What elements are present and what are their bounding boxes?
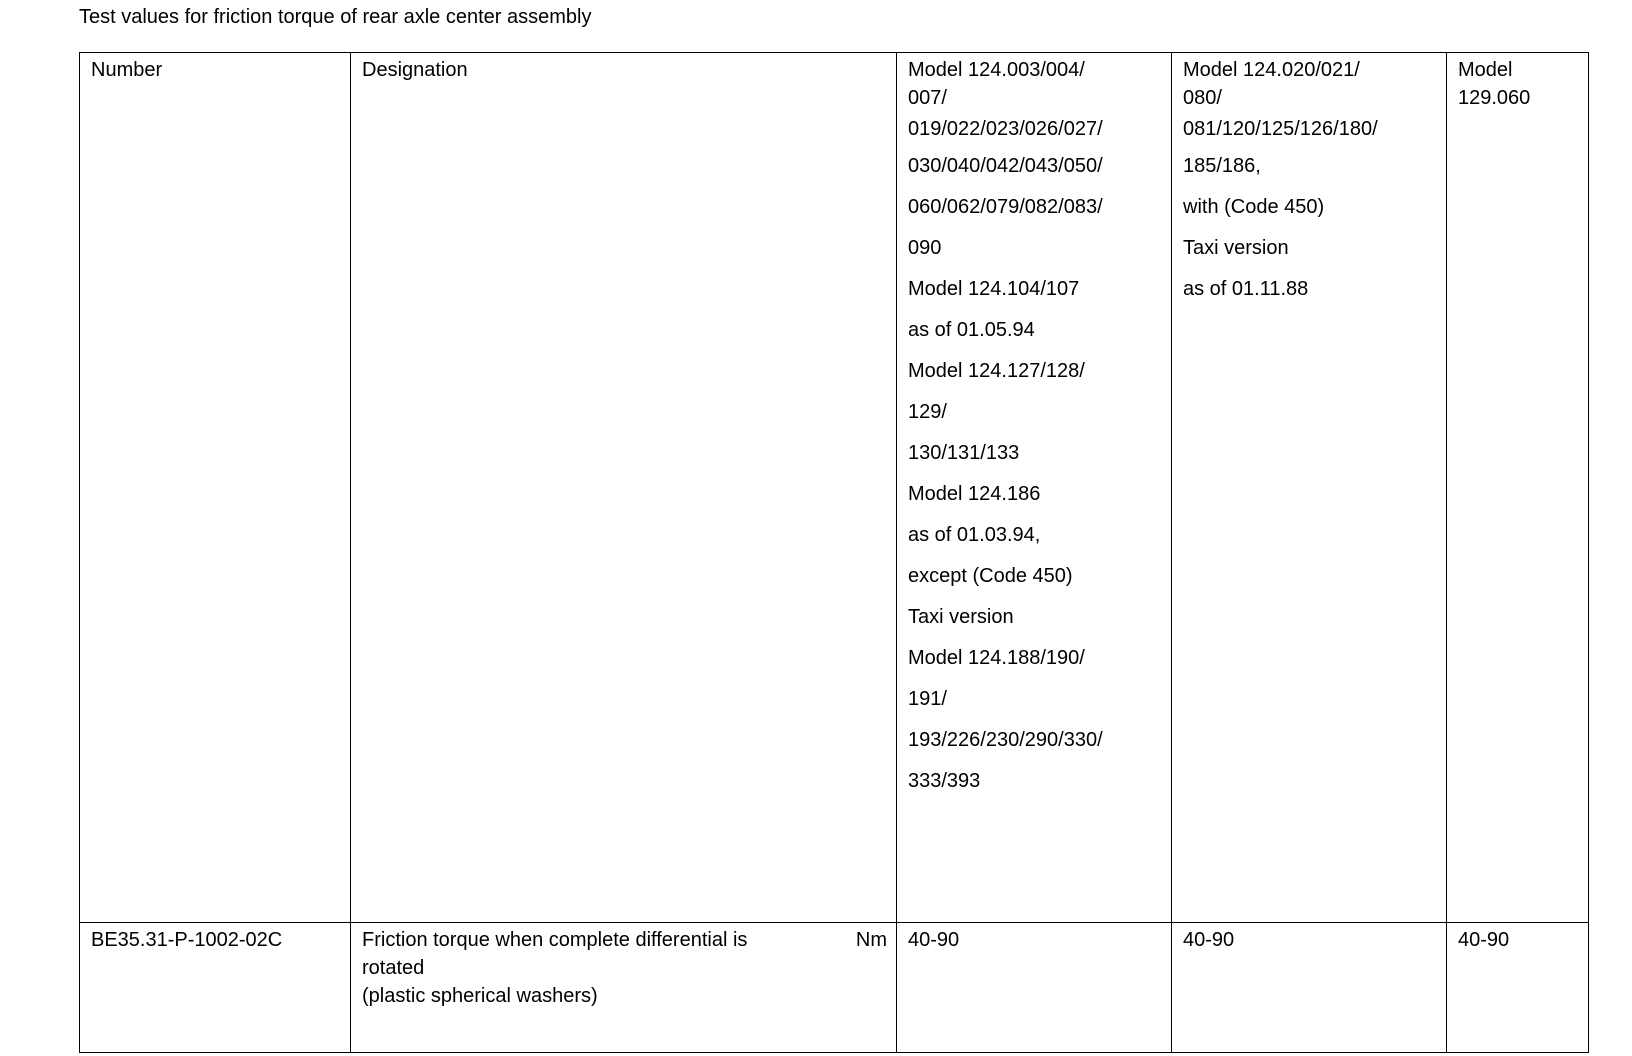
- model-line: 019/022/023/026/027/: [908, 118, 1103, 140]
- row-value-col-2: 40-90: [1172, 923, 1447, 1053]
- designation-line: Friction torque when complete differential is: [362, 929, 748, 951]
- header-model-col-3: [1447, 53, 1589, 923]
- model-line: 185/186,: [1183, 155, 1261, 177]
- model-line: Model 124.186: [908, 483, 1041, 505]
- model-line: Model 124.127/128/: [908, 360, 1085, 382]
- model-line: Model 124.104/107: [908, 278, 1080, 300]
- model-line: 129/: [908, 401, 947, 423]
- model-line: Model 124.003/004/: [908, 59, 1085, 81]
- table-row: [80, 923, 1589, 1053]
- row-value-col-1: 40-90: [897, 923, 1172, 1053]
- designation-line: (plastic spherical washers): [362, 985, 598, 1007]
- model-line: Model 124.188/190/: [908, 647, 1085, 669]
- model-line: as of 01.05.94: [908, 319, 1035, 341]
- header-model-col-2: [1172, 53, 1447, 923]
- model-line: as of 01.11.88: [1183, 278, 1309, 300]
- model-line: 191/: [908, 688, 947, 710]
- row-designation: [351, 923, 897, 1053]
- row-number: BE35.31-P-1002-02C: [80, 923, 351, 1053]
- model-line: 007/: [908, 87, 947, 109]
- model-line: 090: [908, 237, 942, 259]
- model-line: as of 01.03.94,: [908, 524, 1041, 546]
- row-value-col-3: 40-90: [1447, 923, 1589, 1053]
- model-line: Taxi version: [1183, 237, 1289, 259]
- model-line: 030/040/042/043/050/: [908, 155, 1103, 177]
- model-line: 130/131/133: [908, 442, 1020, 464]
- header-designation: Designation: [351, 53, 897, 923]
- model-line: 060/062/079/082/083/: [908, 196, 1103, 218]
- header-model-col-1: [897, 53, 1172, 923]
- model-line: 081/120/125/126/180/: [1183, 118, 1378, 140]
- unit-label: Nm: [855, 929, 887, 951]
- model-line: Taxi version: [908, 606, 1014, 628]
- model-line: except (Code 450): [908, 565, 1073, 587]
- model-line: 193/226/230/290/330/: [908, 729, 1103, 751]
- model-line: 333/393: [908, 770, 981, 792]
- designation-line: rotated: [362, 957, 425, 979]
- table-header-row: [80, 53, 1589, 923]
- model-line: 129.060: [1458, 87, 1531, 109]
- page-title: Test values for friction torque of rear axle center assembly: [79, 6, 592, 28]
- friction-torque-table: [79, 52, 1589, 1053]
- model-line: 080/: [1183, 87, 1222, 109]
- model-line: Model 124.020/021/: [1183, 59, 1360, 81]
- header-number: Number: [80, 53, 351, 923]
- model-line: Model: [1458, 59, 1513, 81]
- model-line: with (Code 450): [1183, 196, 1325, 218]
